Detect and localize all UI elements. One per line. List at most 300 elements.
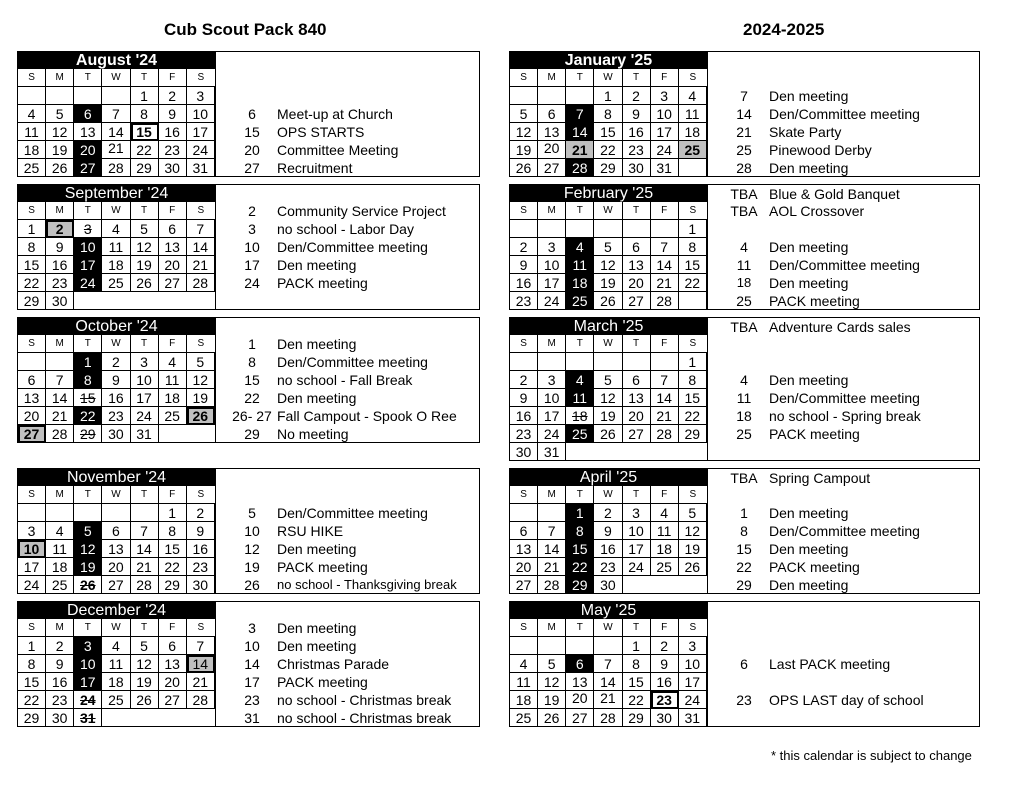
day-number: 8	[632, 656, 640, 672]
day-cell	[679, 353, 707, 371]
day-number: 21	[600, 690, 616, 706]
event-item	[216, 709, 479, 727]
day-number: 20	[108, 559, 124, 575]
event-date: 8	[248, 354, 256, 370]
empty-day-cell	[538, 87, 566, 105]
event-item	[708, 292, 979, 310]
day-number: 6	[547, 106, 556, 122]
day-cell	[538, 274, 566, 292]
event-item	[708, 185, 979, 203]
event-date: 25	[736, 293, 752, 309]
day-cell	[187, 123, 215, 141]
day-number: 13	[23, 390, 40, 406]
day-cell	[18, 558, 46, 576]
day-cell	[102, 407, 130, 425]
day-number: 17	[543, 275, 560, 291]
weekday-header: F	[651, 335, 679, 353]
day-cell	[102, 105, 130, 123]
day-cell	[651, 389, 679, 407]
day-cell	[74, 238, 102, 256]
day-cell	[566, 389, 594, 407]
event-list	[215, 602, 479, 726]
day-number: 24	[136, 408, 152, 424]
event-title: PACK meeting	[277, 275, 368, 291]
day-number: 4	[688, 88, 697, 104]
event-item	[216, 159, 479, 177]
day-cell	[159, 504, 187, 522]
event-item	[216, 202, 479, 220]
weekday-header: M	[46, 69, 74, 87]
day-cell	[538, 655, 566, 673]
day-cell	[594, 389, 622, 407]
day-number: 17	[543, 408, 560, 424]
day-cell	[651, 709, 679, 727]
day-number: 7	[55, 372, 64, 388]
day-cell	[18, 238, 46, 256]
empty-day-cell	[46, 504, 74, 522]
day-number: 14	[192, 656, 209, 672]
day-cell	[18, 540, 46, 558]
weekday-header: S	[679, 335, 707, 353]
day-number: 11	[656, 523, 672, 539]
day-number: 16	[628, 124, 644, 140]
day-number: 23	[515, 426, 532, 442]
day-number: 18	[108, 257, 124, 273]
day-number: 31	[136, 426, 152, 442]
event-title: Recruitment	[277, 160, 353, 176]
day-cell	[187, 504, 215, 522]
day-cell	[159, 522, 187, 540]
day-cell	[651, 371, 679, 389]
event-date: 5	[248, 505, 256, 521]
weekday-header: M	[46, 335, 74, 353]
event-list	[215, 52, 479, 176]
day-number: 10	[80, 656, 96, 672]
day-number: 7	[604, 656, 612, 672]
footnote: * this calendar is subject to change	[771, 748, 972, 763]
day-number: 5	[604, 372, 612, 388]
day-number: 16	[192, 541, 209, 557]
day-cell	[74, 655, 102, 673]
day-cell	[679, 105, 707, 123]
event-item	[216, 540, 479, 558]
day-number: 3	[688, 638, 697, 654]
day-number: 3	[27, 523, 36, 539]
event-title: no school - Labor Day	[277, 221, 414, 237]
day-cell	[679, 425, 707, 443]
day-number: 7	[547, 523, 556, 539]
day-cell	[131, 407, 159, 425]
event-item	[216, 238, 479, 256]
weekday-header: S	[679, 619, 707, 637]
day-number: 31	[543, 444, 560, 460]
event-item	[708, 318, 979, 336]
day-cell	[46, 159, 74, 177]
day-number: 12	[600, 257, 616, 273]
event-title: no school - Spring break	[769, 408, 921, 424]
day-number: 26	[515, 160, 532, 176]
day-number: 24	[543, 293, 560, 309]
event-item	[708, 469, 979, 487]
day-number: 25	[51, 577, 68, 593]
day-cell	[538, 141, 566, 159]
day-cell	[679, 371, 707, 389]
day-number: 5	[55, 106, 64, 122]
day-cell	[510, 425, 538, 443]
day-cell	[187, 371, 215, 389]
day-cell	[510, 141, 538, 159]
day-number: 4	[575, 239, 584, 255]
day-cell	[74, 709, 102, 727]
day-grid	[18, 69, 215, 177]
day-cell	[159, 558, 187, 576]
day-cell	[159, 655, 187, 673]
event-title: Den/Committee meeting	[769, 523, 920, 539]
weekday-header: T	[131, 69, 159, 87]
event-date: 25	[736, 142, 752, 158]
day-cell	[594, 504, 622, 522]
day-cell	[46, 540, 74, 558]
day-cell	[159, 123, 187, 141]
event-date: TBA	[730, 203, 758, 219]
day-number: 29	[628, 710, 644, 726]
day-cell	[651, 558, 679, 576]
day-cell	[566, 371, 594, 389]
day-cell	[538, 159, 566, 177]
event-list	[215, 469, 479, 593]
event-date: TBA	[730, 319, 758, 335]
event-date: 1	[740, 505, 748, 521]
day-number: 14	[572, 124, 588, 140]
day-cell	[187, 673, 215, 691]
empty-day-cell	[651, 353, 679, 371]
day-cell	[510, 159, 538, 177]
event-date: 27	[244, 160, 260, 176]
day-cell	[74, 691, 102, 709]
title-pack-name: Cub Scout Pack 840	[164, 20, 327, 39]
day-number: 5	[196, 354, 205, 370]
event-title: no school - Christmas break	[277, 710, 452, 726]
day-number: 12	[543, 674, 560, 690]
day-number: 16	[515, 275, 532, 291]
month-grid	[18, 318, 215, 443]
event-date: 4	[740, 239, 748, 255]
day-cell	[74, 371, 102, 389]
day-number: 11	[108, 656, 124, 672]
day-cell	[102, 159, 130, 177]
weekday-header: T	[74, 486, 102, 504]
day-number: 8	[83, 372, 92, 388]
day-number: 15	[572, 541, 588, 557]
day-cell	[651, 256, 679, 274]
day-cell	[538, 576, 566, 594]
event-item	[216, 425, 479, 443]
day-cell	[623, 504, 651, 522]
day-number: 19	[136, 257, 152, 273]
day-cell	[74, 576, 102, 594]
day-cell	[623, 141, 651, 159]
event-title: Den meeting	[769, 239, 849, 255]
day-number: 1	[688, 221, 697, 237]
event-list	[215, 318, 479, 442]
day-number: 27	[543, 160, 560, 176]
day-cell	[594, 141, 622, 159]
month-title: February '25	[510, 185, 707, 202]
day-number: 24	[684, 692, 701, 708]
day-number: 20	[164, 257, 180, 273]
weekday-header: S	[679, 486, 707, 504]
day-number: 22	[572, 559, 588, 575]
day-cell	[594, 522, 622, 540]
month-title: September '24	[18, 185, 215, 202]
day-cell	[594, 256, 622, 274]
day-number: 22	[684, 408, 701, 424]
day-number: 8	[604, 106, 612, 122]
day-cell	[679, 558, 707, 576]
day-number: 1	[575, 505, 584, 521]
weekday-header: S	[510, 69, 538, 87]
day-cell	[623, 709, 651, 727]
day-number: 23	[600, 559, 616, 575]
event-item	[216, 637, 479, 655]
day-cell	[18, 292, 46, 310]
month-apr25	[509, 468, 980, 594]
event-item	[216, 576, 479, 594]
day-cell	[74, 123, 102, 141]
weekday-header: T	[74, 619, 102, 637]
event-date: 17	[244, 257, 260, 273]
event-item	[216, 274, 479, 292]
day-number: 21	[572, 142, 588, 158]
day-number: 11	[572, 390, 588, 406]
day-cell	[46, 256, 74, 274]
day-cell	[510, 274, 538, 292]
day-cell	[623, 691, 651, 709]
day-cell	[159, 389, 187, 407]
event-item	[708, 256, 979, 274]
day-number: 15	[684, 390, 701, 406]
month-dec24	[17, 601, 480, 727]
day-number: 13	[164, 239, 180, 255]
day-cell	[538, 522, 566, 540]
blank-cell	[651, 443, 679, 461]
event-date: 18	[736, 275, 752, 290]
weekday-header: M	[538, 69, 566, 87]
day-number: 30	[600, 577, 616, 593]
day-number: 22	[23, 692, 40, 708]
day-cell	[102, 220, 130, 238]
day-number: 15	[136, 124, 152, 140]
day-grid	[510, 69, 707, 177]
event-list	[707, 318, 979, 460]
day-number: 19	[136, 674, 152, 690]
day-number: 2	[55, 638, 64, 654]
day-number: 25	[684, 142, 701, 158]
day-cell	[102, 655, 130, 673]
day-cell	[18, 522, 46, 540]
event-title: Committee Meeting	[277, 142, 399, 158]
day-number: 23	[515, 293, 532, 309]
day-number: 20	[543, 140, 560, 156]
day-cell	[651, 407, 679, 425]
day-cell	[18, 425, 46, 443]
month-title: May '25	[510, 602, 707, 619]
title-school-year: 2024-2025	[743, 20, 825, 39]
month-grid	[18, 602, 215, 727]
event-item	[216, 655, 479, 673]
day-number: 22	[80, 408, 96, 424]
day-cell	[102, 389, 130, 407]
day-cell	[623, 522, 651, 540]
day-number: 15	[164, 541, 180, 557]
weekday-header: F	[651, 619, 679, 637]
event-title: Den meeting	[277, 620, 357, 636]
day-grid	[18, 335, 215, 443]
event-date: 14	[244, 656, 260, 672]
day-number: 26	[51, 160, 68, 176]
day-cell	[510, 371, 538, 389]
day-cell	[159, 576, 187, 594]
day-number: 9	[632, 106, 640, 122]
day-cell	[623, 637, 651, 655]
day-cell	[538, 371, 566, 389]
event-item	[216, 123, 479, 141]
day-cell	[187, 220, 215, 238]
day-cell	[538, 443, 566, 461]
day-number: 22	[164, 559, 180, 575]
day-number: 17	[684, 674, 701, 690]
day-number: 25	[23, 160, 40, 176]
day-cell	[46, 558, 74, 576]
day-number: 24	[80, 275, 96, 291]
day-number: 5	[547, 656, 556, 672]
event-title: Den/Committee meeting	[277, 239, 428, 255]
day-cell	[651, 522, 679, 540]
day-number: 17	[80, 257, 96, 273]
blank-cell	[159, 292, 187, 310]
empty-day-cell	[566, 220, 594, 238]
day-cell	[538, 256, 566, 274]
event-item	[216, 371, 479, 389]
day-number: 8	[575, 523, 584, 539]
empty-day-cell	[510, 220, 538, 238]
day-cell	[159, 159, 187, 177]
event-title: Den/Committee meeting	[277, 505, 428, 521]
day-number: 23	[656, 692, 672, 708]
event-list	[707, 602, 979, 726]
day-cell	[510, 691, 538, 709]
day-cell	[594, 425, 622, 443]
event-title: Den meeting	[769, 160, 849, 176]
event-item	[216, 389, 479, 407]
weekday-header: T	[566, 69, 594, 87]
day-cell	[594, 407, 622, 425]
day-number: 30	[628, 160, 644, 176]
day-cell	[102, 238, 130, 256]
day-cell	[510, 292, 538, 310]
empty-day-cell	[623, 220, 651, 238]
day-cell	[623, 123, 651, 141]
event-item	[708, 576, 979, 594]
day-number: 21	[192, 257, 209, 273]
day-cell	[538, 558, 566, 576]
blank-cell	[102, 709, 130, 727]
month-mar25	[509, 317, 980, 461]
day-number: 28	[572, 160, 588, 176]
event-date: TBA	[730, 470, 758, 486]
event-title: PACK meeting	[277, 674, 368, 690]
day-cell	[131, 87, 159, 105]
event-title: Meet-up at Church	[277, 106, 393, 122]
empty-day-cell	[74, 504, 102, 522]
event-date: 10	[244, 239, 260, 255]
event-date: 26	[244, 577, 260, 593]
event-title: Den meeting	[277, 541, 357, 557]
day-number: 5	[83, 523, 92, 539]
day-number: 18	[572, 275, 588, 291]
day-number: 1	[604, 88, 612, 104]
empty-day-cell	[538, 220, 566, 238]
day-number: 18	[23, 142, 40, 158]
day-number: 14	[656, 257, 672, 273]
event-list	[215, 185, 479, 309]
day-cell	[187, 576, 215, 594]
day-cell	[679, 637, 707, 655]
day-cell	[594, 371, 622, 389]
event-date: 11	[736, 390, 752, 406]
day-number: 30	[192, 577, 209, 593]
event-item	[216, 673, 479, 691]
day-cell	[74, 425, 102, 443]
event-title: Den meeting	[769, 275, 849, 291]
event-title: AOL Crossover	[769, 203, 865, 219]
month-aug24	[17, 51, 480, 177]
weekday-header: T	[623, 335, 651, 353]
day-cell	[18, 141, 46, 159]
day-cell	[623, 389, 651, 407]
day-cell	[510, 407, 538, 425]
day-cell	[679, 709, 707, 727]
day-number: 29	[136, 160, 152, 176]
month-grid	[18, 52, 215, 177]
event-date: 14	[736, 106, 752, 122]
day-number: 22	[600, 142, 616, 158]
weekday-header: S	[187, 619, 215, 637]
day-cell	[538, 105, 566, 123]
event-title: Den meeting	[769, 88, 849, 104]
day-number: 3	[196, 88, 205, 104]
event-date: 17	[244, 674, 260, 690]
empty-day-cell	[510, 87, 538, 105]
day-cell	[510, 540, 538, 558]
day-number: 23	[51, 275, 68, 291]
day-cell	[159, 105, 187, 123]
day-cell	[159, 691, 187, 709]
day-number: 26	[600, 293, 616, 309]
day-cell	[131, 673, 159, 691]
weekday-header: T	[74, 69, 102, 87]
day-number: 13	[628, 257, 644, 273]
day-cell	[46, 637, 74, 655]
day-cell	[594, 123, 622, 141]
weekday-header: W	[102, 202, 130, 220]
day-cell	[594, 238, 622, 256]
empty-day-cell	[651, 220, 679, 238]
event-title: Christmas Parade	[277, 656, 390, 672]
day-cell	[102, 576, 130, 594]
month-sep24	[17, 184, 480, 310]
day-cell	[510, 443, 538, 461]
